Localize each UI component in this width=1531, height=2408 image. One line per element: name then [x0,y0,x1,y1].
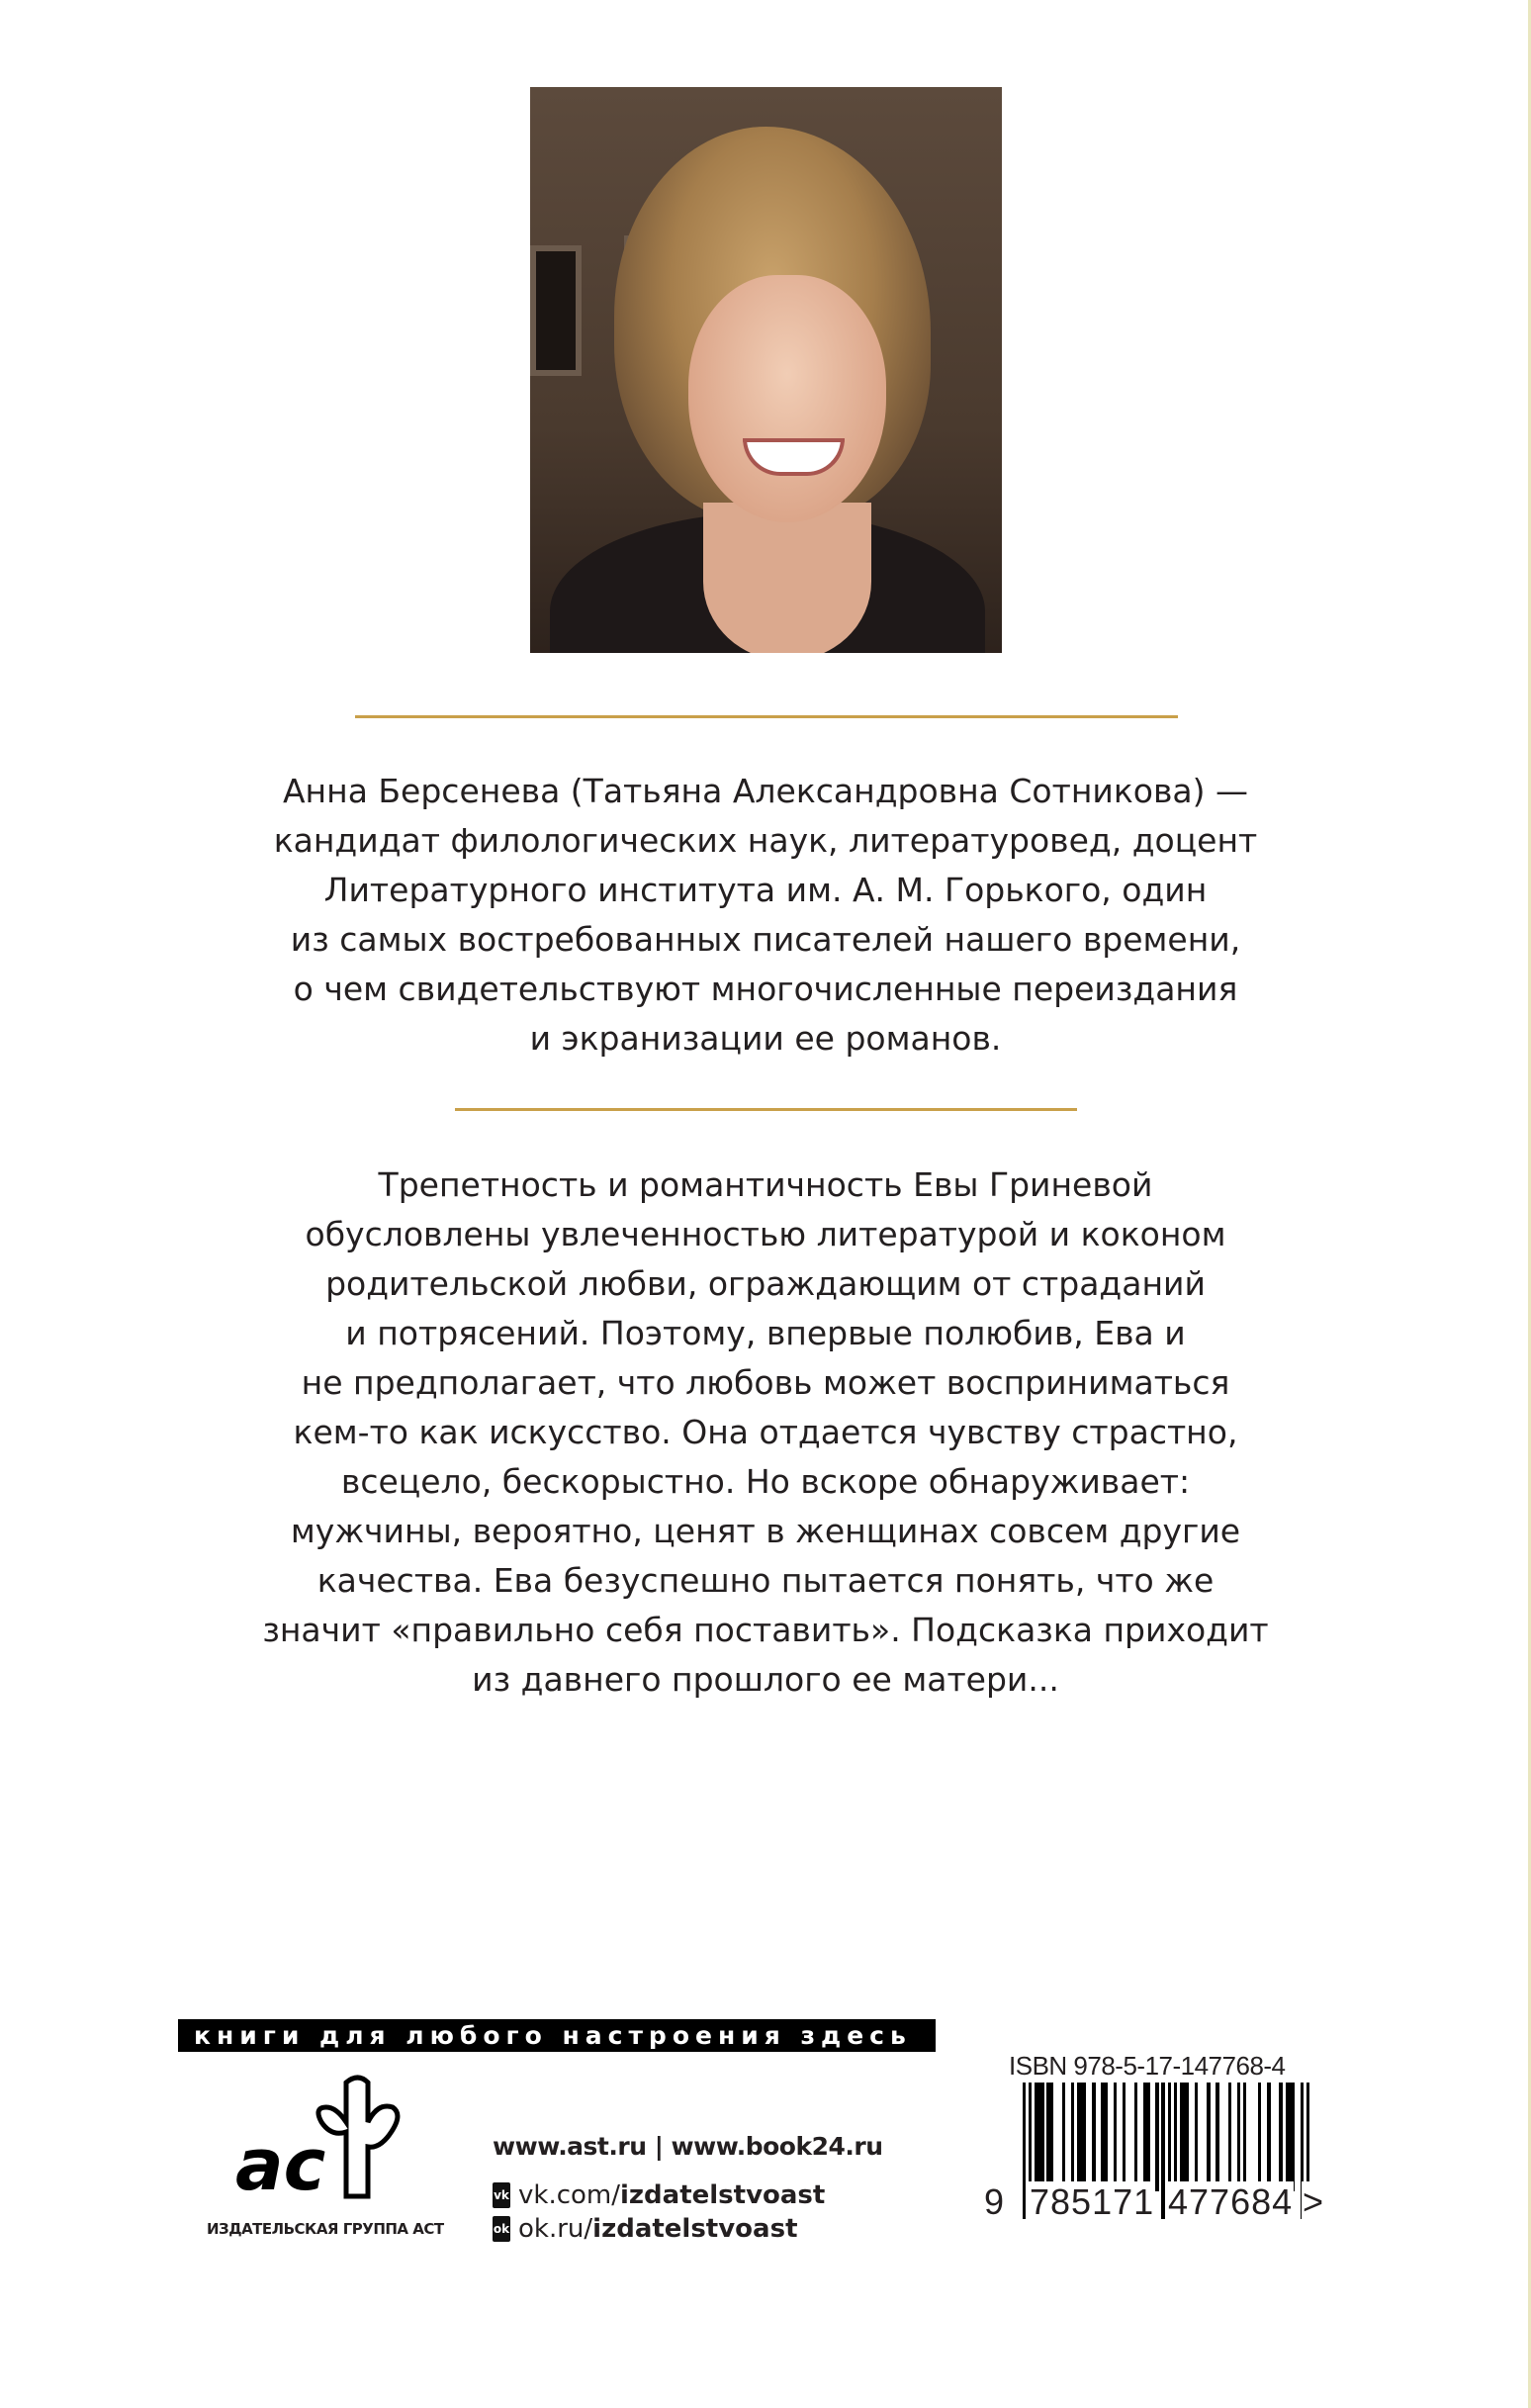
barcode-bar [1123,2083,1126,2191]
text-line: Трепетность и романтичность Евы Гриневой [378,1165,1153,1204]
text-line: и потрясений. Поэтому, впервые полюбив, Ева и [345,1314,1186,1352]
photo-face [688,275,886,522]
text-line: значит «правильно себя поставить». Подсказка приходит [262,1611,1269,1649]
barcode-bar [1062,2083,1065,2191]
barcode-group-1: 785171 [1030,2181,1155,2222]
barcode-bar [1092,2083,1095,2191]
author-photo [530,87,1002,653]
barcode-bar [1083,2083,1086,2191]
text-line: кем-то как искусство. Она отдается чувству страстно, [293,1413,1238,1451]
barcode-quiet-mark: > [1303,2181,1324,2222]
barcode-bar [1258,2083,1261,2191]
ok-icon: ok [493,2216,510,2242]
vk-prefix: vk.com/ [518,2180,620,2210]
barcode-bar [1228,2083,1231,2191]
text-line: из давнего прошлого ее матери... [472,1660,1059,1699]
barcode-bar [1155,2083,1158,2191]
text-line: качества. Ева безуспешно пытается понять, что же [316,1561,1215,1600]
isbn-label: ISBN 978-5-17-147768-4 [1009,2051,1286,2081]
text-line: о чем свидетельствуют многочисленные переиздания [293,970,1238,1008]
text-line: и экранизации ее романов. [529,1019,1002,1058]
book-annotation [0,1160,1531,1705]
slogan-band: книги для любого настроения здесь [178,2019,936,2052]
svg-text:ac: ac [235,2123,326,2201]
text-line: Литературного института им. А. М. Горького, один [323,871,1208,909]
barcode-bar [1237,2083,1240,2191]
barcode-bar [1267,2083,1270,2191]
barcode-bar [1292,2083,1295,2191]
publisher-name: ИЗДАТЕЛЬСКАЯ ГРУППА АСТ [207,2220,444,2238]
barcode-group-2: 477684 [1168,2181,1294,2222]
ok-link[interactable] [493,2214,798,2244]
text-line: из самых востребованных писателей нашего времени, [290,920,1241,959]
barcode-bar [1104,2083,1107,2191]
background-frame [530,245,582,376]
barcode-bar [1134,2083,1137,2191]
barcode-bar [1207,2083,1210,2191]
text-line: родительской любви, ограждающим от страданий [325,1264,1206,1303]
barcode-first-digit: 9 [984,2181,1005,2222]
barcode-bar [1161,2083,1164,2219]
barcode-bar [1071,2083,1074,2191]
barcode-bar [1174,2083,1177,2191]
barcode-bar [1023,2083,1026,2219]
gold-divider [455,1108,1077,1111]
barcode-bar [1049,2083,1052,2191]
barcode-bar [1279,2083,1282,2191]
barcode-bar [1216,2083,1218,2191]
barcode-bar [1040,2083,1043,2191]
vk-link[interactable] [493,2180,825,2210]
websites[interactable]: www.ast.ru | www.book24.ru [493,2132,883,2161]
text-line: Анна Берсенева (Татьяна Александровна Сотникова) — [282,772,1249,810]
gold-divider [355,715,1178,718]
text-line: обусловлены увлеченностью литературой и коконом [305,1215,1226,1253]
text-line: кандидат филологических наук, литературовед, доцент [273,821,1258,860]
text-line: всецело, бескорыстно. Но вскоре обнаруживает: [340,1462,1191,1501]
ok-prefix: ok.ru/ [518,2214,593,2244]
vk-icon: vk [493,2182,510,2208]
barcode-bar [1243,2083,1246,2191]
author-bio [0,767,1531,1064]
ast-logo [227,2073,425,2201]
barcode-bar [1114,2083,1117,2191]
text-line: мужчины, вероятно, ценят в женщинах совсем другие [290,1512,1241,1550]
ok-handle: izdatelstvoast [592,2214,798,2244]
text-line: не предполагает, что любовь может восприниматься [301,1363,1230,1402]
barcode-bar [1195,2083,1198,2191]
barcode-bar [1146,2083,1149,2191]
barcode-bar [1186,2083,1189,2191]
photo-neck [703,503,871,653]
vk-handle: izdatelstvoast [620,2180,826,2210]
